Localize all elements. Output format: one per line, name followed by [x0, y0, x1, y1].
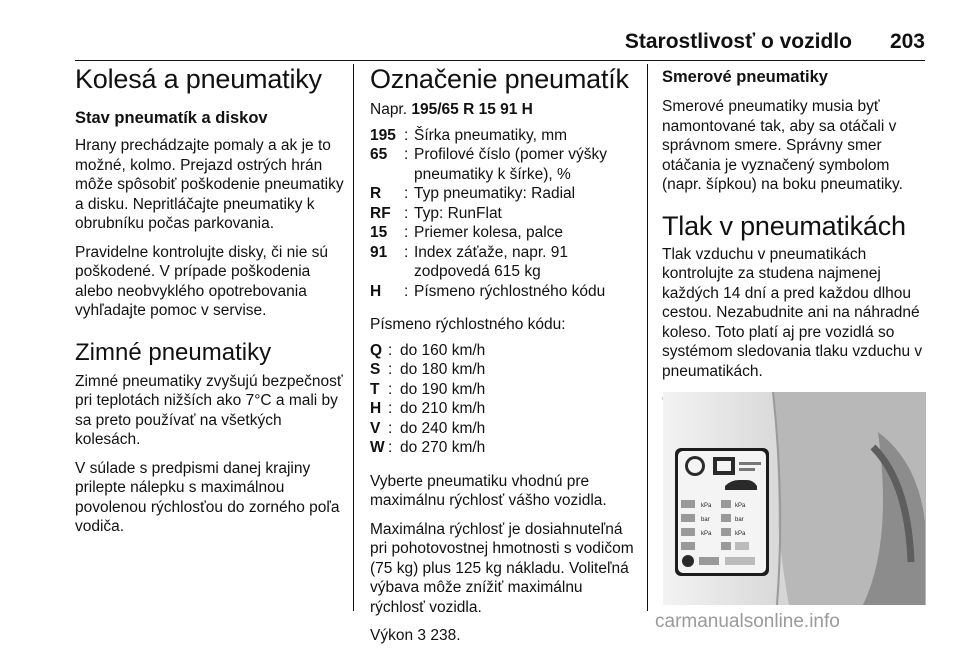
definition-value: Profilové číslo (pomer výšky pneumatiky k šírke), % — [414, 146, 607, 183]
svg-text:kPa: kPa — [735, 531, 746, 537]
paragraph-ref — [370, 626, 640, 646]
definition-value: do 160 km/h — [400, 341, 486, 359]
definition-key: H — [370, 400, 382, 417]
definition-value: Písmeno rýchlostného kódu — [414, 282, 606, 300]
definition-key: 91 — [370, 243, 388, 261]
speed-code-list — [370, 341, 640, 458]
definition-colon: : — [388, 400, 393, 417]
definition-colon: : — [388, 439, 393, 456]
tire-code-definitions — [370, 126, 640, 302]
page-link[interactable]: 238. — [430, 627, 461, 644]
paragraph: Vyberte pneumatiku vhodnú pre maximálnu rýchlosť vášho vozidla. — [370, 472, 607, 509]
definition-key: R — [370, 185, 382, 202]
speed-intro: Písmeno rýchlostného kódu: — [370, 316, 566, 333]
subsection-title-winter: Zimné pneumatiky — [75, 338, 272, 366]
paragraph: Zimné pneumatiky zvyšujú bezpečnosť pri teplotách nižších ako 7°C a mali by sa preto používať na všetkých kolesách. — [75, 372, 343, 448]
paragraph: Hrany prechádzajte pomaly a ak je to možné, kolmo. Prejazd ostrých hrán môže spôsobiť poškodenie pneumatiky a disku. Nepritláčajte pneumatiky k obrubníku počas parkovania. — [75, 137, 344, 232]
definition-row — [370, 204, 640, 224]
paragraph: Maximálna rýchlosť je dosiahnuteľná pri pohotovostnej hmotnosti s vodičom (75 kg) plus 125 kg nákladu. Voliteľná výbava môže znížiť maximálnu rýchlosť vozidla. — [370, 520, 634, 616]
definition-key: 195 — [370, 126, 396, 144]
tire-pressure-sticker — [675, 448, 769, 576]
paragraph: Smerové pneumatiky musia byť namontované tak, aby sa otáčali v správnom smere. Správny smer otáčania je vyznačený symbolom (napr. šípkou) na boku pneumatiky. — [662, 98, 903, 193]
subsection-title-directional: Smerové pneumatiky — [662, 68, 828, 86]
column-divider-1 — [353, 64, 354, 611]
definition-row — [370, 223, 640, 243]
definition-value: Typ pneumatiky: Radial — [414, 185, 576, 202]
definition-value: do 270 km/h — [400, 439, 486, 456]
definition-row — [370, 380, 640, 400]
definition-key: RF — [370, 204, 391, 222]
definition-row — [370, 126, 640, 146]
column-divider-2 — [647, 64, 648, 611]
paragraph: Pravidelne kontrolujte disky, či nie sú poškodené. V prípade poškodenia alebo neobvyklého opotrebovania vyhľadajte pomoc v servise. — [75, 243, 329, 319]
section-title-pressure: Tlak v pneumatikách — [662, 210, 906, 241]
ref-prefix: Výkon — [370, 627, 414, 644]
definition-key: V — [370, 419, 381, 437]
definition-value: do 180 km/h — [400, 361, 486, 378]
definition-key: H — [370, 282, 382, 300]
page-header — [625, 30, 925, 54]
definition-row — [370, 145, 640, 184]
section-title-marking: Označenie pneumatík — [370, 64, 629, 94]
definition-value: do 190 km/h — [400, 380, 486, 398]
definition-value: Typ: RunFlat — [414, 204, 502, 222]
svg-text:kPa: kPa — [735, 503, 746, 509]
definition-colon: : — [404, 204, 409, 222]
definition-colon: : — [404, 224, 409, 241]
column-3 — [662, 64, 932, 419]
definition-row — [370, 438, 640, 458]
definition-key: T — [370, 380, 380, 398]
definition-key: 15 — [370, 224, 388, 241]
definition-colon: : — [404, 126, 409, 144]
definition-value: Index záťaže, napr. 91 zodpovedá 615 kg — [414, 243, 569, 280]
tire-pressure-label-photo — [663, 392, 926, 605]
definition-colon: : — [388, 361, 393, 378]
definition-row — [370, 360, 640, 380]
door-frame-photo — [663, 392, 926, 605]
definition-key: Q — [370, 341, 383, 359]
paragraph: Tlak vzduchu v pneumatikách kontrolujte za studena najmenej každých 14 dní a pred každou dlhou cestou. Nezabudnite ani na náhradné koleso. Toto platí aj pre vozidlá so systémom sledovania tlaku vzduchu v pneumatikách. — [662, 245, 923, 380]
definition-row — [370, 399, 640, 419]
header-title: Starostlivosť o vozidlo — [624, 30, 852, 53]
definition-colon: : — [404, 243, 409, 261]
page-number: 203 — [889, 30, 925, 53]
definition-colon: : — [388, 419, 393, 437]
definition-row — [370, 282, 640, 302]
definition-value: do 210 km/h — [400, 400, 486, 417]
cross-ref-arrow-icon: 3 — [417, 627, 427, 644]
definition-colon: : — [404, 185, 409, 202]
svg-text:bar: bar — [701, 517, 710, 523]
definition-colon: : — [388, 380, 393, 398]
watermark: carmanualsonline.info — [655, 611, 840, 632]
paragraph: V súlade s predpismi danej krajiny prilepte nálepku s maximálnou povolenou rýchlosťou do zorného poľa vodiča. — [75, 459, 340, 535]
definition-colon: : — [404, 146, 409, 163]
definition-row — [370, 243, 640, 282]
example-code: 195/65 R 15 91 H — [411, 101, 533, 118]
section-title-wheels: Kolesá a pneumatiky — [75, 64, 322, 94]
subsection-title-condition: Stav pneumatík a diskov — [75, 109, 268, 127]
example-line — [370, 100, 640, 120]
definition-key: W — [370, 439, 385, 456]
definition-key: S — [370, 361, 381, 378]
definition-value: Šírka pneumatiky, mm — [414, 126, 568, 144]
definition-colon: : — [404, 282, 409, 300]
header-rule — [75, 60, 925, 61]
definition-value: Priemer kolesa, palce — [414, 224, 564, 241]
svg-text:kPa: kPa — [701, 503, 712, 509]
column-2 — [370, 64, 640, 655]
column-1 — [75, 64, 345, 546]
svg-text:bar: bar — [735, 517, 744, 523]
definition-colon: : — [388, 341, 393, 359]
definition-value: do 240 km/h — [400, 419, 486, 437]
definition-row — [370, 341, 640, 361]
definition-key: 65 — [370, 146, 388, 163]
svg-text:kPa: kPa — [701, 531, 712, 537]
definition-row — [370, 419, 640, 439]
example-prefix: Napr. — [370, 101, 408, 118]
definition-row — [370, 184, 640, 204]
